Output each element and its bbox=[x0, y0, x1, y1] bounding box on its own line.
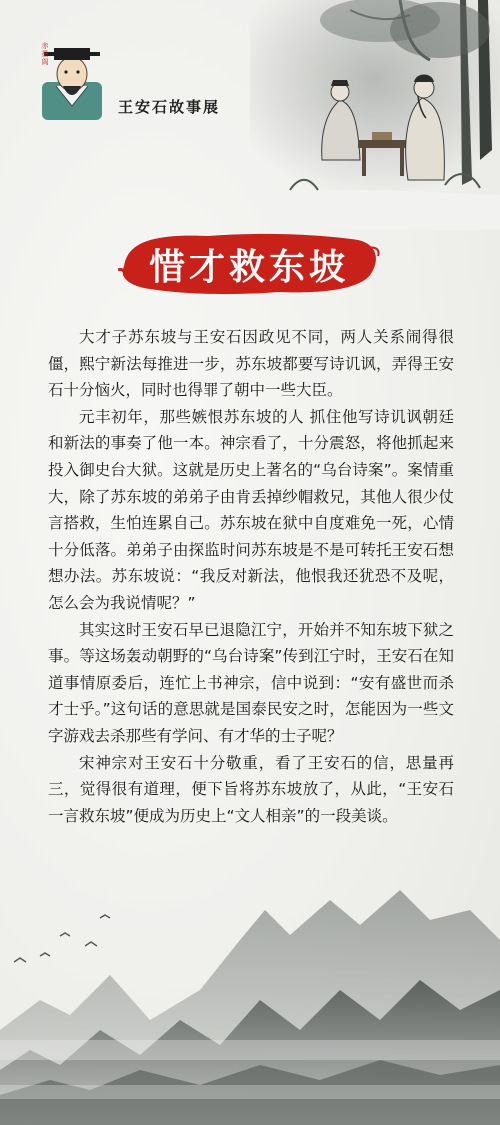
story-paragraph: 其实这时王安石早已退隐江宁，开始并不知东坡下狱之事。等这场轰动朝野的“乌台诗案”传到江宁时，王安石在知道事情原委后，连忙上书神宗，信中说到：“安有盛世而杀才士乎。”这句话的意思就是国泰民安之时，怎能因为一些文字游戏去杀那些有学问、有才华的士子呢？ bbox=[48, 620, 454, 745]
page-title: 惜才救东坡 bbox=[148, 245, 349, 288]
story-paragraph: 宋神宗对王安石十分敬重，看了王安石的信，思量再三，觉得很有道理，便下旨将苏东坡放了，从此，“王安石一言救东坡”便成为历史上“文人相亲”的一段美谈。 bbox=[48, 753, 454, 825]
story-paragraph: 大才子苏东坡与王安石因政见不同，两人关系闹得很僵，熙宁新法每推进一步，苏东坡都要写诗讥讽，弄得王安石十分恼火，同时也得罪了朝中一些大臣。 bbox=[48, 328, 454, 400]
flying-birds-icon bbox=[14, 915, 110, 962]
story-paragraph: 元丰初年，那些嫉恨苏东坡的人 抓住他写诗讥讽朝廷和新法的事奏了他一本。神宗看了，十分震怒，将他抓起来投入御史台大狱。这就是历史上著名的“乌台诗案”。案情重大，除了苏东坡的弟弟子由肯丢掉纱帽救兄，其他人很少仗言搭救，生怕连累自己。苏东坡在狱中自度难免一死，心情十分低落。弟弟子由探监时问苏东坡是不是可转托王安石想想办法。苏东坡说：“我反对新法，他恨我还犹恐不及呢，怎么会为我说情呢？” bbox=[48, 407, 454, 612]
ink-scholars-scene bbox=[230, 0, 500, 230]
ink-mountain-landscape bbox=[0, 880, 500, 1125]
artist-seal: 赤墨阁 bbox=[41, 42, 49, 66]
story-text bbox=[48, 324, 454, 829]
title-banner bbox=[118, 228, 380, 300]
exhibit-logo-text: 王安石故事展 bbox=[118, 98, 221, 116]
